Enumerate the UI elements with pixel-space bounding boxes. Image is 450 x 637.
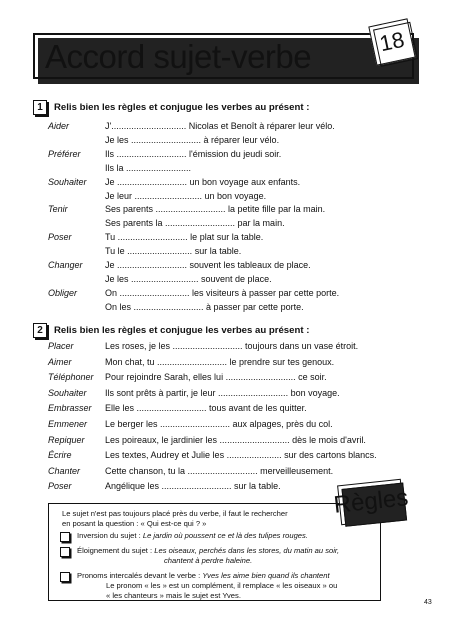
sentence-text[interactable]: Ils ............................ l'émission du jeudi soir. [105,148,282,159]
sentence-text[interactable]: Ils sont prêts à partir, je leur ............................ bon voyage. [105,387,340,398]
sentence-text[interactable]: Ils la .......................... [105,162,192,173]
rule-3-line2: Le pronom « les » est un complément, il remplace « les oiseaux » ou [106,581,338,590]
sentence-text[interactable]: Tu le .......................... sur la table. [105,246,242,257]
exercise-1-number: 1 [33,100,47,115]
sentence-text[interactable]: On les ............................ à passer par cette porte. [105,301,304,312]
rule-2-example-line1: Les oiseaux, perchés dans les stores, du matin au soir, [154,546,340,555]
rule-2-example-line2: chantent à perdre haleine. [164,556,253,565]
verb-label: Souhaiter [48,387,87,398]
rules-intro-line1: Le sujet n'est pas toujours placé près du verbe, il faut le rechercher [62,509,288,518]
exercise-2-instruction: Relis bien les règles et conjugue les verbes au présent : [54,325,310,336]
sentence-text[interactable]: Le berger les ............................ aux alpages, près du col. [105,419,333,429]
rule-3-label: Pronoms intercalés devant le verbe : [77,571,203,580]
sentence-text[interactable]: On ............................ les visiteurs à passer par cette porte. [105,287,340,298]
verb-label: Emmener [48,419,88,429]
rule-2-checkbox-icon [60,547,70,557]
sentence-text[interactable]: Pour rejoindre Sarah, elles lui ............................ ce soir. [105,372,327,383]
sentence-text[interactable]: Mon chat, tu ............................ le prendre sur tes genoux. [105,356,335,367]
rules-tab: Règles [337,479,405,525]
verb-label: Souhaiter [48,176,87,187]
sentence-text[interactable]: Cette chanson, tu la ............................ merveilleusement. [105,465,334,476]
verb-label: Aimer [48,356,72,367]
sentence-text[interactable]: Ses parents la ............................ par la main. [105,218,285,229]
verb-label: Chanter [48,465,81,476]
verb-label: Aider [48,121,70,131]
exercise-1-header [33,100,309,115]
sentence-text[interactable]: Les textes, Audrey et Julie les ...................... sur des cartons blancs. [105,450,377,461]
rule-1-example: Le jardin où poussent ce et là des tulipes rouges. [142,531,308,540]
sentence-text[interactable]: Les roses, je les ............................ toujours dans un vase étroit. [105,341,359,351]
sentence-text[interactable]: Je leur ........................... un bon voyage. [105,190,267,201]
rules-intro-line2: en posant la question : « Qui est-ce qui ? » [62,519,207,528]
sentence-text[interactable]: Je ............................ un bon voyage aux enfants. [105,176,301,187]
exercise-1-instruction: Relis bien les règles et conjugue les verbes au présent : [54,102,310,113]
rule-1 [77,530,308,541]
page-badge: 18 [368,18,415,65]
verb-label: Téléphoner [48,372,94,383]
sentence-text[interactable]: Tu ............................ le plat sur la table. [105,232,264,243]
verb-label: Poser [48,481,72,492]
sentence-text[interactable]: Les poireaux, le jardinier les ............................ dès le mois d'avril. [105,434,366,445]
sentence-text[interactable]: Elle les ............................ tous avant de les quitter. [105,403,307,414]
page-number: 43 [424,599,432,606]
verb-label: Embrasser [48,403,92,414]
sentence-text[interactable]: J'.............................. Nicolas et Benoît à réparer leur vélo. [105,121,335,131]
verb-label: Changer [48,260,83,270]
title-bar [33,33,414,79]
rule-2-example-line2-wrap [164,555,252,566]
page-title: Accord sujet-verbe [45,38,312,75]
verb-label: Repiquer [48,434,85,445]
sentence-text[interactable]: Je les ............................ à réparer leur vélo. [105,134,280,145]
rule-1-label: Inversion du sujet : [77,531,143,540]
sentence-text[interactable]: Je ............................ souvent les tableaux de place. [105,260,311,270]
sentence-text[interactable]: Je les ........................... souvent de place. [105,273,272,284]
verb-label: Poser [48,232,72,243]
rule-3-checkbox-icon [60,572,70,582]
rule-3-example: Yves les aime bien quand ils chantent [202,571,330,580]
sentence-text[interactable]: Angélique les ............................ sur la table. [105,481,281,492]
rule-2-label: Éloignement du sujet : [77,546,155,555]
sentence-text[interactable]: Ses parents ............................ la petite fille par la main. [105,204,326,215]
verb-label: Préférer [48,148,81,159]
exercise-2-number: 2 [33,323,47,338]
verb-label: Obliger [48,287,78,298]
verb-label: Tenir [48,204,68,215]
rule-1-checkbox-icon [60,532,70,542]
verb-label: Écrire [48,450,72,461]
exercise-2-header [33,323,309,338]
rule-3-line3: « les chanteurs » mais le sujet est Yves. [106,591,241,600]
verb-label: Placer [48,341,74,351]
